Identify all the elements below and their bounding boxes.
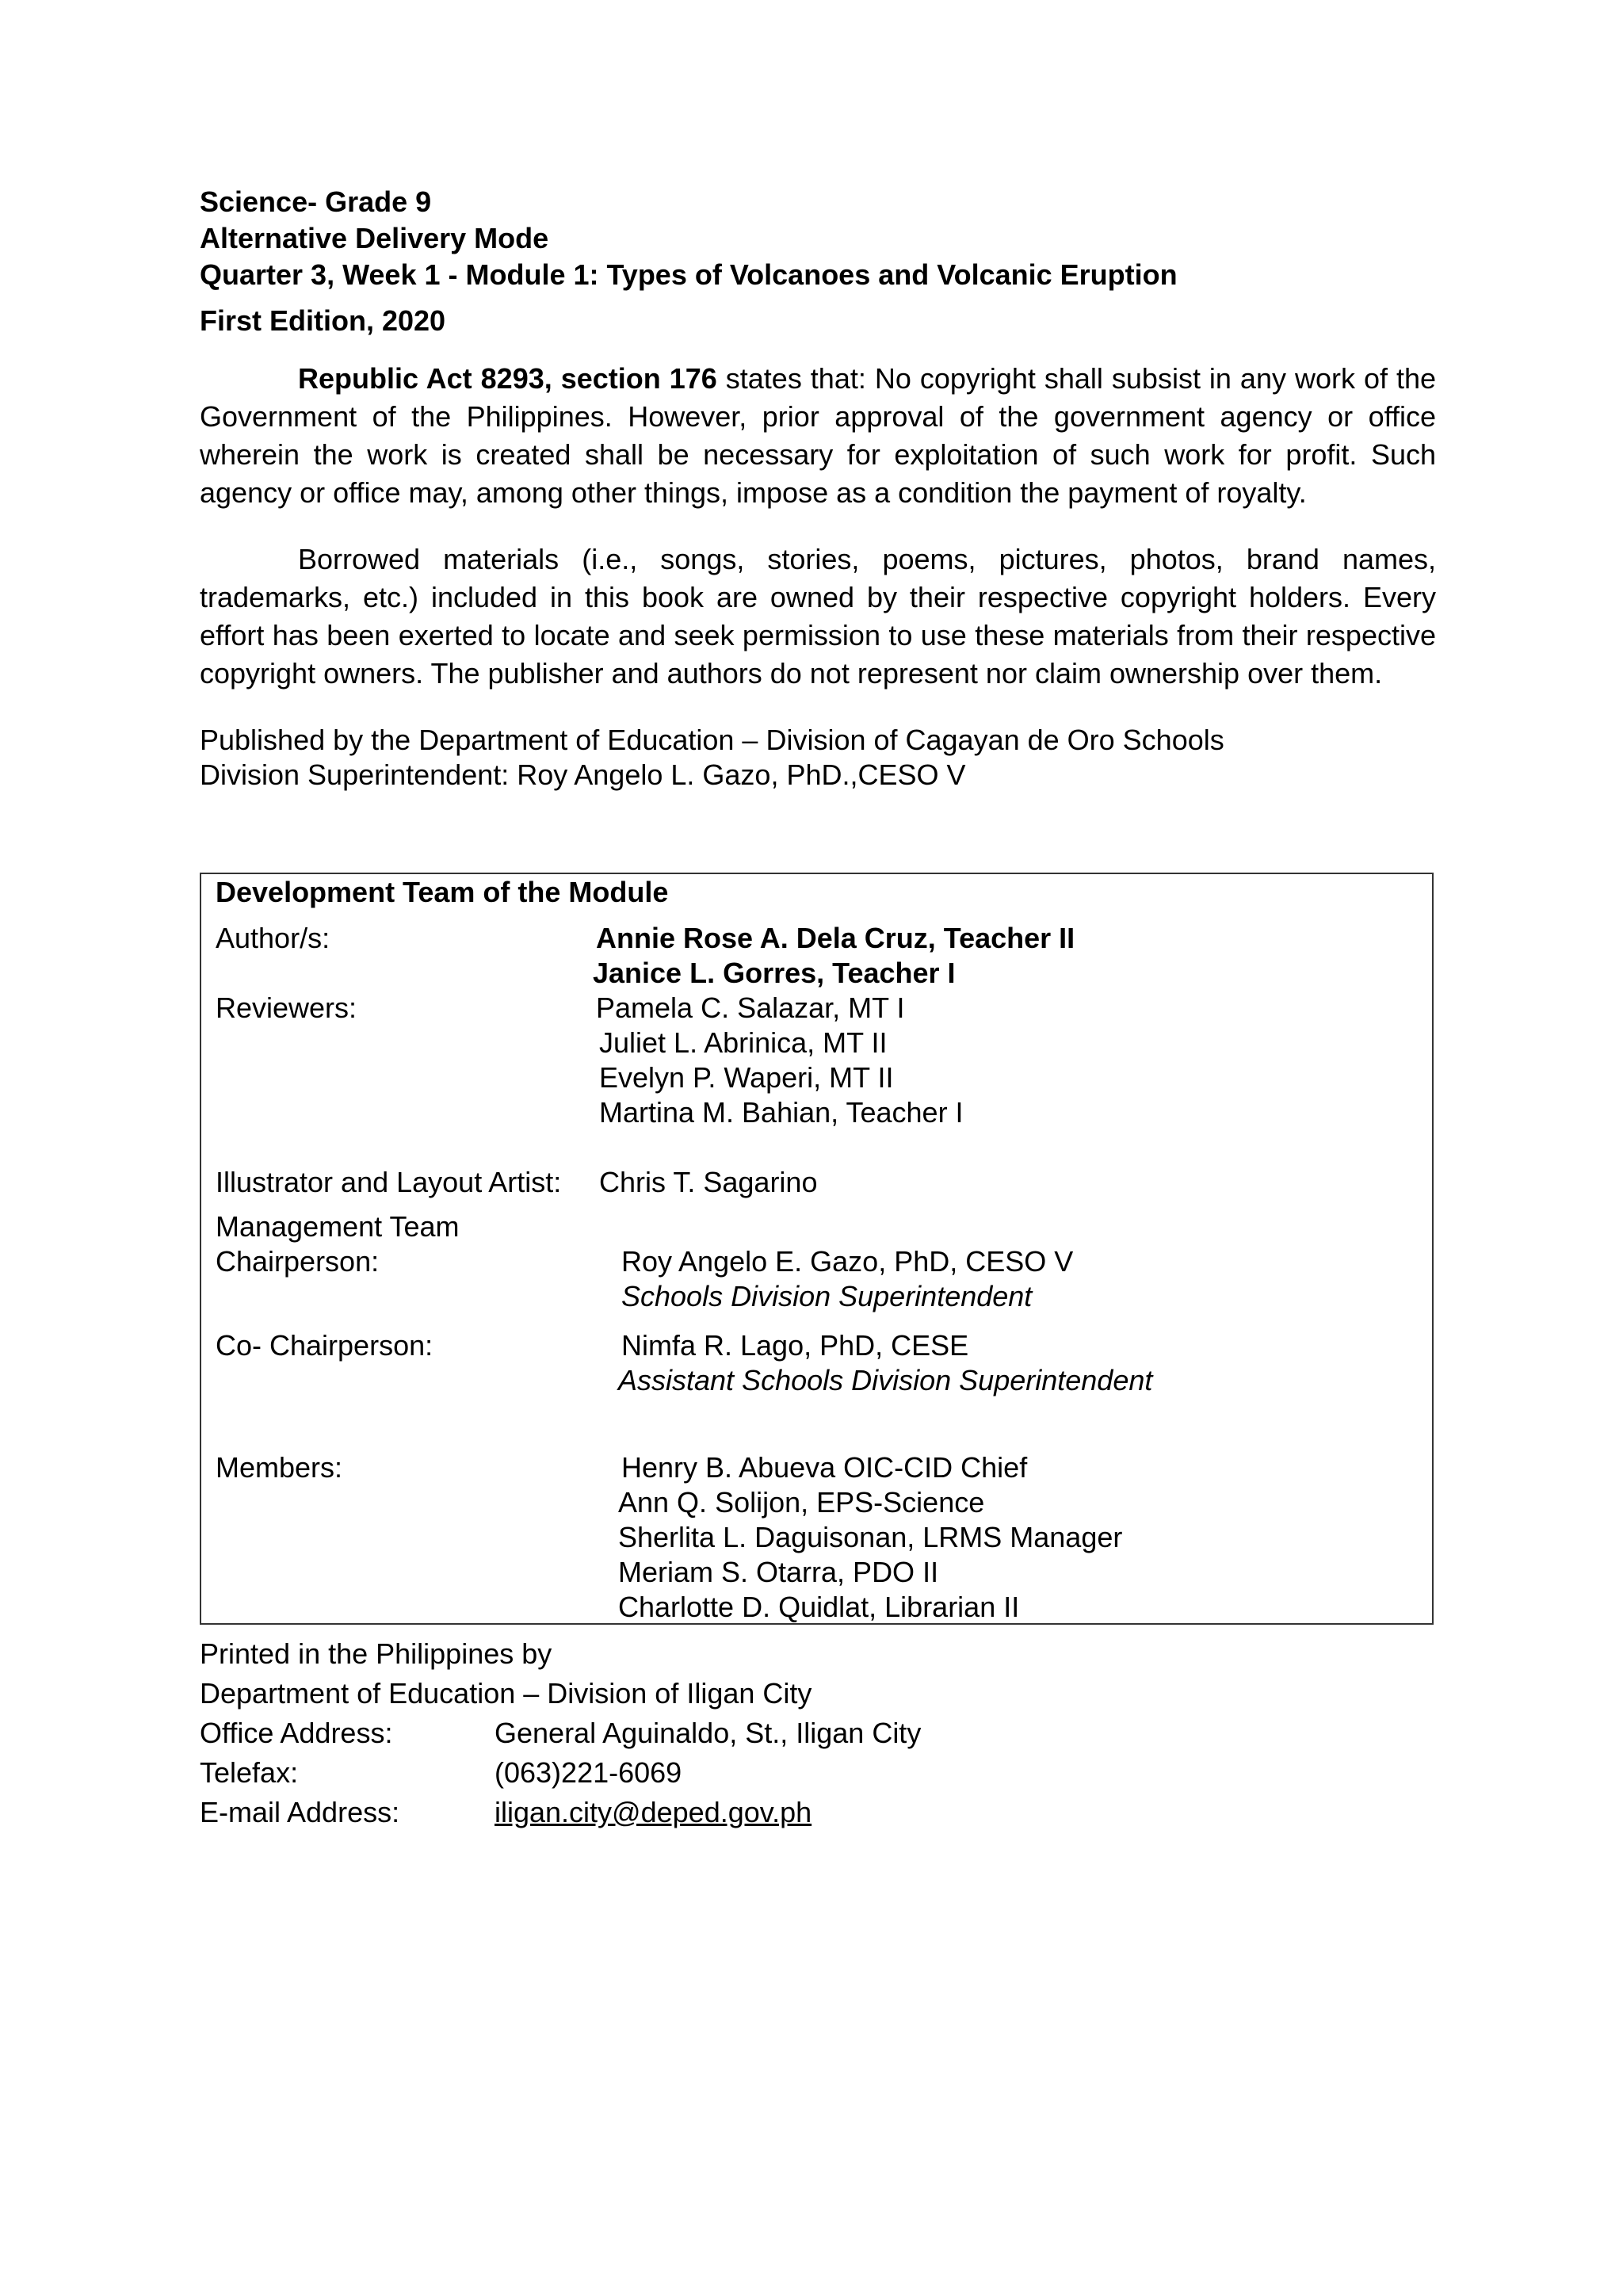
email-link[interactable]: iligan.city@deped.gov.ph — [495, 1796, 812, 1828]
reviewer-name: Juliet L. Abrinica, MT II — [599, 1026, 888, 1059]
development-team-box — [200, 873, 1434, 1625]
division-superintendent: Division Superintendent: Roy Angelo L. Gazo, PhD.,CESO V — [200, 758, 966, 791]
printed-line — [200, 1674, 1436, 1713]
copyright-page — [200, 184, 1436, 793]
chairperson-name: Roy Angelo E. Gazo, PhD, CESO V — [621, 1245, 1074, 1278]
telefax-value: (063)221-6069 — [495, 1756, 682, 1789]
law-reference: Republic Act 8293, section 176 — [298, 362, 717, 395]
published-by: Published by the Department of Education – Division of Cagayan de Oro Schools — [200, 724, 1224, 756]
mode-heading: Alternative Delivery Mode — [200, 222, 549, 254]
printed-info — [200, 1634, 1436, 1832]
member-name: Meriam S. Otarra, PDO II — [618, 1556, 939, 1588]
authors-label: Author/s: — [216, 922, 330, 954]
telefax-label: Telefax: — [200, 1756, 299, 1789]
telefax-row — [200, 1753, 1436, 1793]
management-team-label: Management Team — [216, 1210, 460, 1243]
module-heading: Quarter 3, Week 1 - Module 1: Types of Volcanoes and Volcanic Eruption — [200, 258, 1178, 291]
author-name: Annie Rose A. Dela Cruz, Teacher II — [596, 922, 1075, 954]
co-chairperson-label: Co- Chairperson: — [216, 1329, 433, 1362]
illustrator-name: Chris T. Sagarino — [599, 1166, 818, 1198]
co-chairperson-title: Assistant Schools Division Superintendent — [618, 1364, 1153, 1396]
member-name: Sherlita L. Daguisonan, LRMS Manager — [618, 1521, 1123, 1553]
reviewer-name: Evelyn P. Waperi, MT II — [599, 1061, 894, 1094]
printing-division: Department of Education – Division of Iligan City — [200, 1677, 812, 1710]
office-address-value: General Aguinaldo, St., Iligan City — [495, 1717, 922, 1749]
law-text: states that: No copyright shall subsist in any work of the Government of the Philippines. However, prior approval of the government agency or office wherein the work is created shall be necessary for exploitation of such work for profit. Such agency or office may, among other things, impose as a condition the payment of royalty. — [200, 362, 1436, 509]
chairperson-label: Chairperson: — [216, 1245, 380, 1278]
members-label: Members: — [216, 1451, 343, 1484]
printed-by: Printed in the Philippines by — [200, 1637, 552, 1670]
borrowed-materials-paragraph: Borrowed materials (i.e., songs, stories, poems, pictures, photos, brand names, trademarks, etc.) included in this book are owned by their respective copyright holders. Every effort has been exerted to locate and seek permission to use these materials from their respective copyright owners. The publisher and authors do not represent nor claim ownership over them. — [200, 543, 1436, 690]
member-name: Charlotte D. Quidlat, Librarian II — [618, 1591, 1020, 1623]
illustrator-label: Illustrator and Layout Artist: — [216, 1166, 562, 1198]
reviewers-label: Reviewers: — [216, 991, 357, 1024]
office-address-row — [200, 1713, 1436, 1753]
subject-heading: Science- Grade 9 — [200, 185, 432, 218]
reviewer-name: Martina M. Bahian, Teacher I — [599, 1096, 964, 1129]
printed-line — [200, 1634, 1436, 1674]
member-name: Ann Q. Solijon, EPS-Science — [618, 1486, 985, 1519]
co-chairperson-name: Nimfa R. Lago, PhD, CESE — [621, 1329, 969, 1362]
copyright-law-paragraph — [200, 360, 1436, 512]
edition-heading: First Edition, 2020 — [200, 304, 446, 337]
team-title: Development Team of the Module — [216, 876, 669, 908]
office-address-label: Office Address: — [200, 1717, 393, 1749]
email-label: E-mail Address: — [200, 1796, 400, 1828]
author-name: Janice L. Gorres, Teacher I — [593, 957, 956, 989]
reviewer-name: Pamela C. Salazar, MT I — [596, 991, 905, 1024]
member-name: Henry B. Abueva OIC-CID Chief — [621, 1451, 1028, 1484]
email-row — [200, 1793, 1436, 1832]
chairperson-title: Schools Division Superintendent — [621, 1280, 1033, 1312]
